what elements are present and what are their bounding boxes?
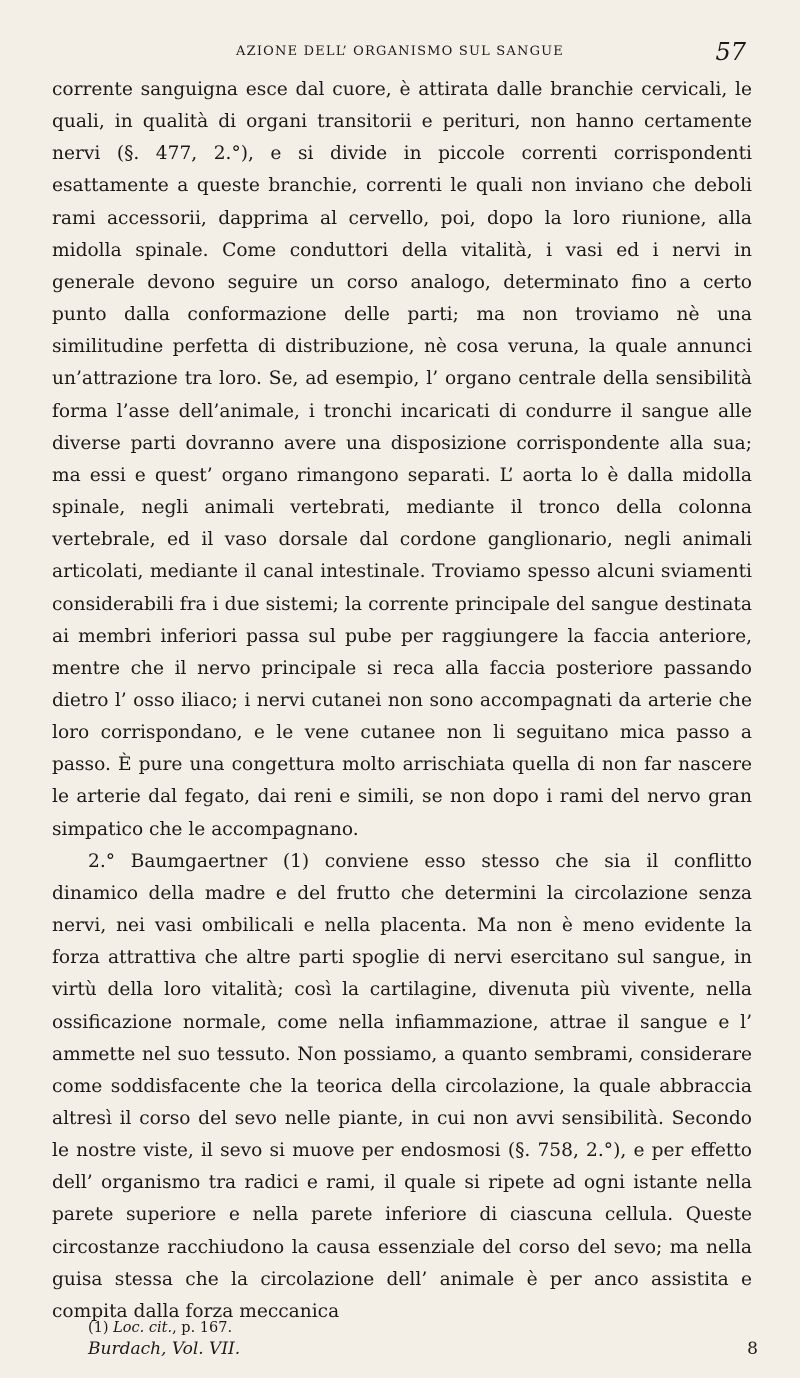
page-number: 57 (715, 38, 746, 66)
footnote-marker: (1) (88, 1320, 109, 1336)
paragraph-1: corrente sanguigna esce dal cuore, è attirata dalle branchie cervicali, le quali, in qualità di organi transitorii e perituri, non hanno certamente nervi (§. 477, 2.°), e si divide in piccole correnti corrispondenti esattamente a queste branchie, correnti le quali non inviano che deboli rami accessorii, dapprima al cervello, poi, dopo la loro riunione, alla midolla spinale. Come conduttori della vitalità, i vasi ed i nervi in generale devono seguire un corso analogo, determinato fino a certo punto dalla conformazione delle parti; ma non troviamo nè una similitudine perfetta di distribuzione, nè cosa veruna, la quale annunci un’attrazione tra loro. Se, ad esempio, l’ organo centrale della sensibilità forma l’asse dell’animale, i tronchi incaricati di condurre il sangue alle diverse parti dovranno avere una disposizione corrispondente alla sua; ma essi e quest’ organo rimangono separati. L’ aorta lo è dalla midolla spinale, negli animali vertebrati, mediante il tronco della colonna vertebrale, ed il vaso dorsale dal cordone ganglionario, negli animali articolati, mediante il canal intestinale. Troviamo spesso alcuni sviamenti considerabili fra i due sistemi; la corrente principale del sangue destinata ai membri inferiori passa sul pube per raggiungere la faccia anteriore, mentre che il nervo principale si reca alla faccia posteriore passando dietro l’ osso iliaco; i nervi cutanei non sono accompagnati da arterie che loro corrispondano, e le vene cutanee non li seguitano mica passo a passo. È pure una congettura molto arrischiata quella di non far nascere le arterie dal fegato, dai reni e simili, se non dopo i rami del nervo gran simpatico che le accompagnano. (52, 79, 752, 840)
footnote-page: , p. 167. (172, 1320, 233, 1336)
signature-sheet-number: 8 (747, 1339, 758, 1359)
body-text (52, 74, 752, 1328)
running-header: AZIONE DELL’ ORGANISMO SUL SANGUE (236, 44, 564, 59)
paragraph-2: 2.° Baumgaertner (1) conviene esso stesso che sia il conflitto dinamico della madre e del frutto che determini la circolazione senza nervi, nei vasi ombilicali e nella placenta. Ma non è meno evidente la forza attrattiva che altre parti spoglie di nervi esercitano sul sangue, in virtù della loro vitalità; così la cartilagine, divenuta più vivente, nella ossificazione normale, come nella infiammazione, attrae il sangue e l’ ammette nel suo tessuto. Non possiamo, a quanto sembrami, considerare come soddisfacente che la teorica della circolazione, la quale abbraccia altresì il corso del sevo nelle piante, in cui non avvi sensibilità. Secondo le nostre viste, il sevo si muove per endosmosi (§. 758, 2.°), e per effetto dell’ organismo tra radici e rami, il quale si ripete ad ogni istante nella parete superiore e nella parete inferiore di ciascuna cellula. Queste circostanze racchiudono la causa essenziale del corso del sevo; ma nella guisa stessa che la circolazione dell’ animale è per anco assistita e compita dalla forza meccanica (52, 850, 752, 1322)
signature-text: Burdach, Vol. VII. (88, 1339, 241, 1359)
printer-signature (88, 1339, 758, 1359)
footnote (88, 1319, 232, 1337)
footnote-source: Loc. cit. (113, 1320, 173, 1336)
